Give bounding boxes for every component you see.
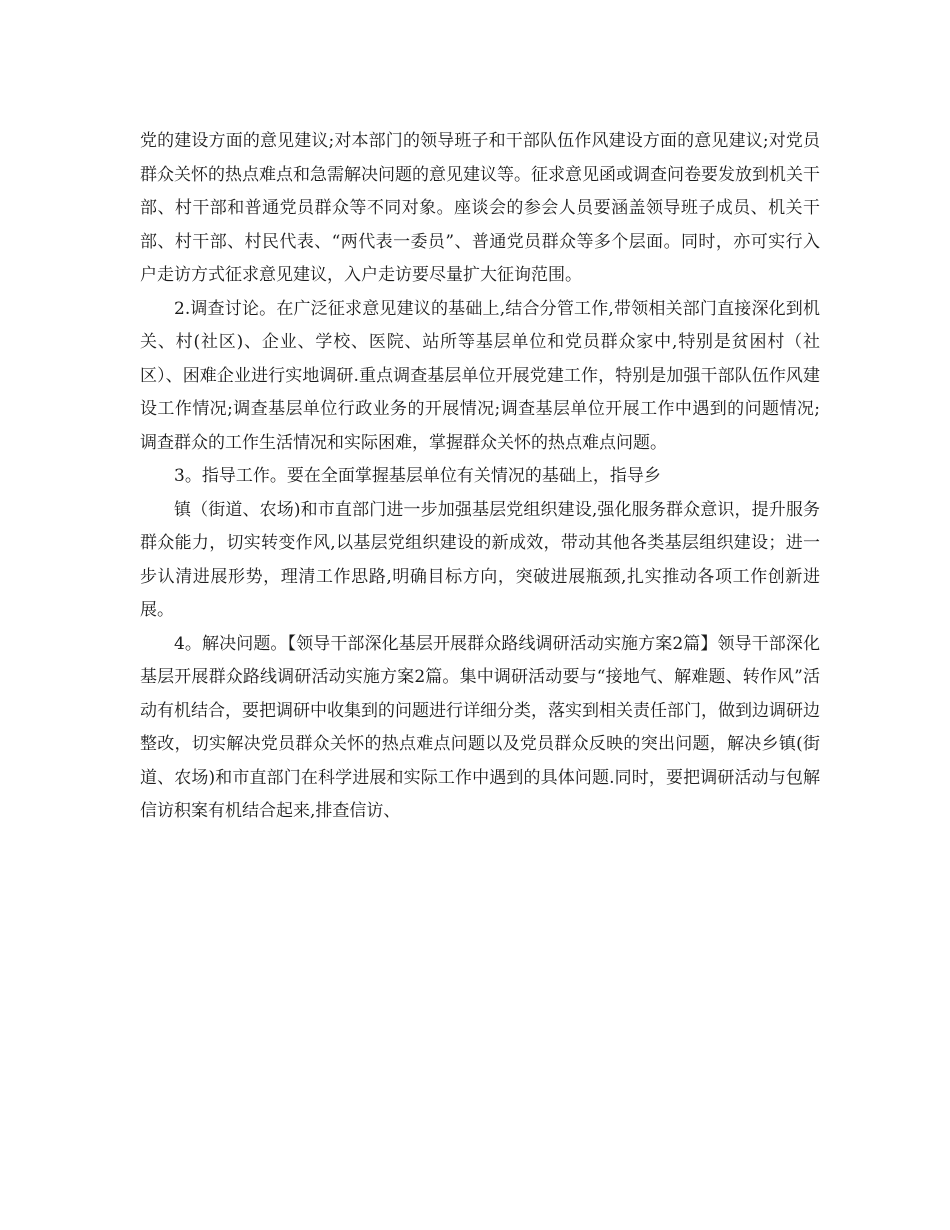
paragraph-guidance-work: 3。指导工作。要在全面掌握基层单位有关情况的基础上，指导乡 bbox=[174, 466, 661, 486]
paragraph-guidance-work-continued: 镇（街道、农场)和市直部门进一步加强基层党组织建设,强化服务群众意识，提升服务群众能力，切实转变作风,以基层党组织建设的新成效，带动其他各类基层组织建设；进一步认清进展形势，理清工作思路,明确目标方向，突破进展瓶颈,扎实推动各项工作创新进展。 bbox=[140, 499, 820, 620]
paragraph-continuation: 党的建设方面的意见建议;对本部门的领导班子和干部队伍作风建设方面的意见建议;对党员群众关怀的热点难点和急需解决问题的意见建议等。征求意见函或调查问卷要发放到机关干部、村干部和普通党员群众等不同对象。座谈会的参会人员要涵盖领导班子成员、机关干部、村干部、村民代表、“两代表一委员”、普通党员群众等多个层面。同时，亦可实行入户走访方式征求意见建议，入户走访要尽量扩大征询范围。 bbox=[140, 131, 820, 285]
paragraph-investigation-discussion: 2.调查讨论。在广泛征求意见建议的基础上,结合分管工作,带领相关部门直接深化到机关、村(社区)、企业、学校、医院、站所等基层单位和党员群众家中,特别是贫困村（社区）、困难企业进行实地调研.重点调查基层单位开展党建工作，特别是加强干部队伍作风建设工作情况;调查基层单位行政业务的开展情况;调查基层单位开展工作中遇到的问题情况;调查群众的工作生活情况和实际困难，掌握群众关怀的热点难点问题。 bbox=[140, 298, 820, 453]
document-body bbox=[140, 125, 820, 829]
paragraph-solve-problems: 4。解决问题。【领导干部深化基层开展群众路线调研活动实施方案2篇】领导干部深化基层开展群众路线调研活动实施方案2篇。集中调研活动要与“接地气、解难题、转作风”活动有机结合，要把调研中收集到的问题进行详细分类，落实到相关责任部门，做到边调研边整改，切实解决党员群众关怀的热点难点问题以及党员群众反映的突出问题，解决乡镇(街道、农场)和市直部门在科学进展和实际工作中遇到的具体问题.同时，要把调研活动与包解信访积案有机结合起来,排查信访、 bbox=[140, 633, 820, 821]
